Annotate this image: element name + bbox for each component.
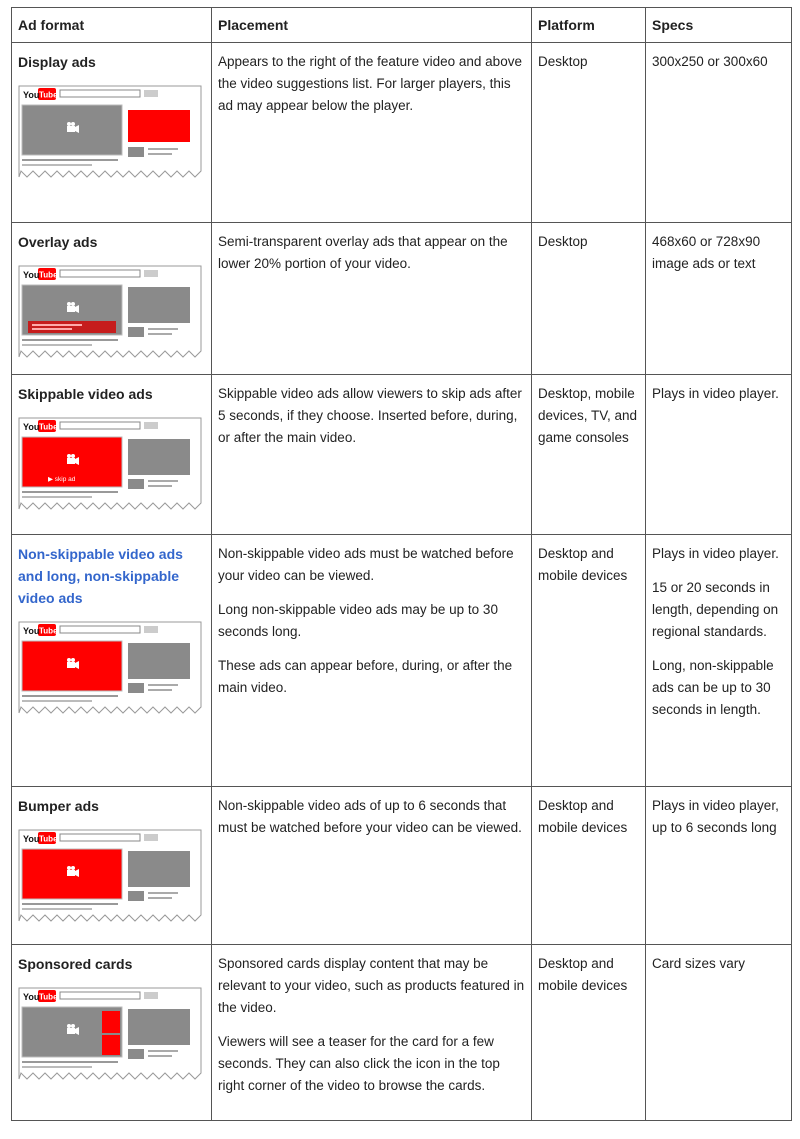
ad-format-name: Bumper ads [18,798,99,814]
logo-you-text: You [23,270,40,280]
placement-cell [212,945,532,1121]
related-line [148,480,178,482]
video-info-line [22,344,92,346]
specs-cell [646,43,792,223]
related-line [148,485,172,487]
ad-format-name: Overlay ads [18,234,98,250]
video-info-line [22,695,118,697]
platform-text: Desktop and mobile devices [538,956,628,993]
header-specs: Specs [646,8,792,43]
specs-cell [646,535,792,787]
logo-tube-text: Tube [39,626,58,636]
table-row [12,223,792,375]
youtube-layout-thumbnail [18,829,202,925]
specs-cell [646,223,792,375]
youtube-layout-thumbnail [18,987,202,1083]
ad-format-link[interactable]: Non-skippable video ads and long, non-skippable video ads [18,546,183,606]
ad-format-cell [12,375,212,535]
platform-text: Desktop and mobile devices [538,798,628,835]
search-bar [60,422,140,429]
ad-format-name: Sponsored cards [18,956,133,972]
sidebar-video [128,1009,190,1045]
placement-text: Viewers will see a teaser for the card for a few seconds. They can also click the icon in the top right corner of the video to browse the cards. [218,1034,500,1093]
related-line [148,153,172,155]
related-line [148,684,178,686]
sponsored-card [102,1011,120,1033]
overlay-text-line [32,324,82,326]
placement-cell [212,375,532,535]
related-line [148,1055,172,1057]
related-thumb [128,1049,144,1059]
specs-text: 468x60 or 728x90 image ads or text [652,234,761,271]
platform-text: Desktop, mobile devices, TV, and game consoles [538,386,638,445]
placement-text: Long non-skippable video ads may be up to 30 seconds long. [218,602,498,639]
related-line [148,1050,178,1052]
placement-cell [212,787,532,945]
search-bar [60,90,140,97]
specs-cell [646,787,792,945]
logo-you-text: You [23,422,40,432]
related-line [148,689,172,691]
related-line [148,333,172,335]
search-button [144,626,158,633]
logo-you-text: You [23,90,40,100]
video-info-line [22,1066,92,1068]
specs-text: Card sizes vary [652,956,746,971]
logo-you-text: You [23,626,40,636]
sidebar-video [128,287,190,323]
youtube-layout-thumbnail [18,417,202,513]
video-info-line [22,496,92,498]
table-header-row [12,8,792,43]
placement-text: Semi-transparent overlay ads that appear on the lower 20% portion of your video. [218,234,508,271]
ad-format-cell [12,535,212,787]
related-thumb [128,327,144,337]
placement-cell [212,223,532,375]
placement-text: Skippable video ads allow viewers to skip ads after 5 seconds, if they choose. Inserted before, during, or after the main video. [218,386,522,445]
overlay-text-line [32,328,72,330]
platform-text: Desktop [538,234,588,249]
logo-tube-text: Tube [39,422,58,432]
specs-text: Long, non-skippable ads can be up to 30 seconds in length. [652,658,774,717]
search-button [144,422,158,429]
video-info-line [22,164,92,166]
ad-format-cell [12,787,212,945]
search-button [144,270,158,277]
video-info-line [22,339,118,341]
search-button [144,992,158,999]
table-row [12,535,792,787]
platform-cell [532,375,646,535]
table-row [12,375,792,535]
logo-tube-text: Tube [39,270,58,280]
logo-tube-text: Tube [39,834,58,844]
display-ad-block [128,110,190,142]
platform-text: Desktop and mobile devices [538,546,628,583]
video-info-line [22,908,92,910]
youtube-layout-thumbnail [18,85,202,181]
header-ad-format: Ad format [12,8,212,43]
specs-text: Plays in video player. [652,546,779,561]
related-line [148,148,178,150]
placement-text: Non-skippable video ads must be watched before your video can be viewed. [218,546,514,583]
logo-tube-text: Tube [39,90,58,100]
platform-cell [532,43,646,223]
related-line [148,892,178,894]
placement-text: Non-skippable video ads of up to 6 seconds that must be watched before your video can be viewed. [218,798,522,835]
related-thumb [128,891,144,901]
platform-cell [532,787,646,945]
related-line [148,328,178,330]
ad-format-name: Display ads [18,54,96,70]
search-button [144,834,158,841]
video-info-line [22,1061,118,1063]
specs-text: 300x250 or 300x60 [652,54,768,69]
ad-format-name: Skippable video ads [18,386,153,402]
search-bar [60,270,140,277]
placement-text: Appears to the right of the feature video and above the video suggestions list. For larger players, this ad may appear below the player. [218,54,522,113]
specs-cell [646,945,792,1121]
sponsored-card [102,1035,120,1055]
platform-cell [532,223,646,375]
placement-cell [212,43,532,223]
youtube-layout-thumbnail [18,621,202,717]
related-line [148,897,172,899]
platform-cell [532,945,646,1121]
search-bar [60,834,140,841]
video-info-line [22,491,118,493]
table-row [12,787,792,945]
search-bar [60,992,140,999]
ad-format-cell [12,223,212,375]
specs-text: Plays in video player. [652,386,779,401]
search-button [144,90,158,97]
table-row [12,43,792,223]
skip-ad-label: ▶ skip ad [48,476,76,483]
sidebar-video [128,643,190,679]
specs-text: Plays in video player, up to 6 seconds long [652,798,779,835]
placement-cell [212,535,532,787]
logo-tube-text: Tube [39,992,58,1002]
header-platform: Platform [532,8,646,43]
related-thumb [128,147,144,157]
placement-text: These ads can appear before, during, or after the main video. [218,658,513,695]
overlay-ad-bar [28,321,116,333]
specs-cell [646,375,792,535]
platform-text: Desktop [538,54,588,69]
placement-text: Sponsored cards display content that may be relevant to your video, such as products featured in the video. [218,956,525,1015]
header-placement: Placement [212,8,532,43]
specs-text: 15 or 20 seconds in length, depending on regional standards. [652,580,779,639]
table-row [12,945,792,1121]
sidebar-video [128,851,190,887]
ad-formats-table [11,7,792,1121]
sidebar-video [128,439,190,475]
ad-format-cell [12,43,212,223]
related-thumb [128,479,144,489]
logo-you-text: You [23,992,40,1002]
video-info-line [22,903,118,905]
video-info-line [22,159,118,161]
search-bar [60,626,140,633]
logo-you-text: You [23,834,40,844]
youtube-layout-thumbnail [18,265,202,361]
video-info-line [22,700,92,702]
ad-format-cell [12,945,212,1121]
platform-cell [532,535,646,787]
related-thumb [128,683,144,693]
